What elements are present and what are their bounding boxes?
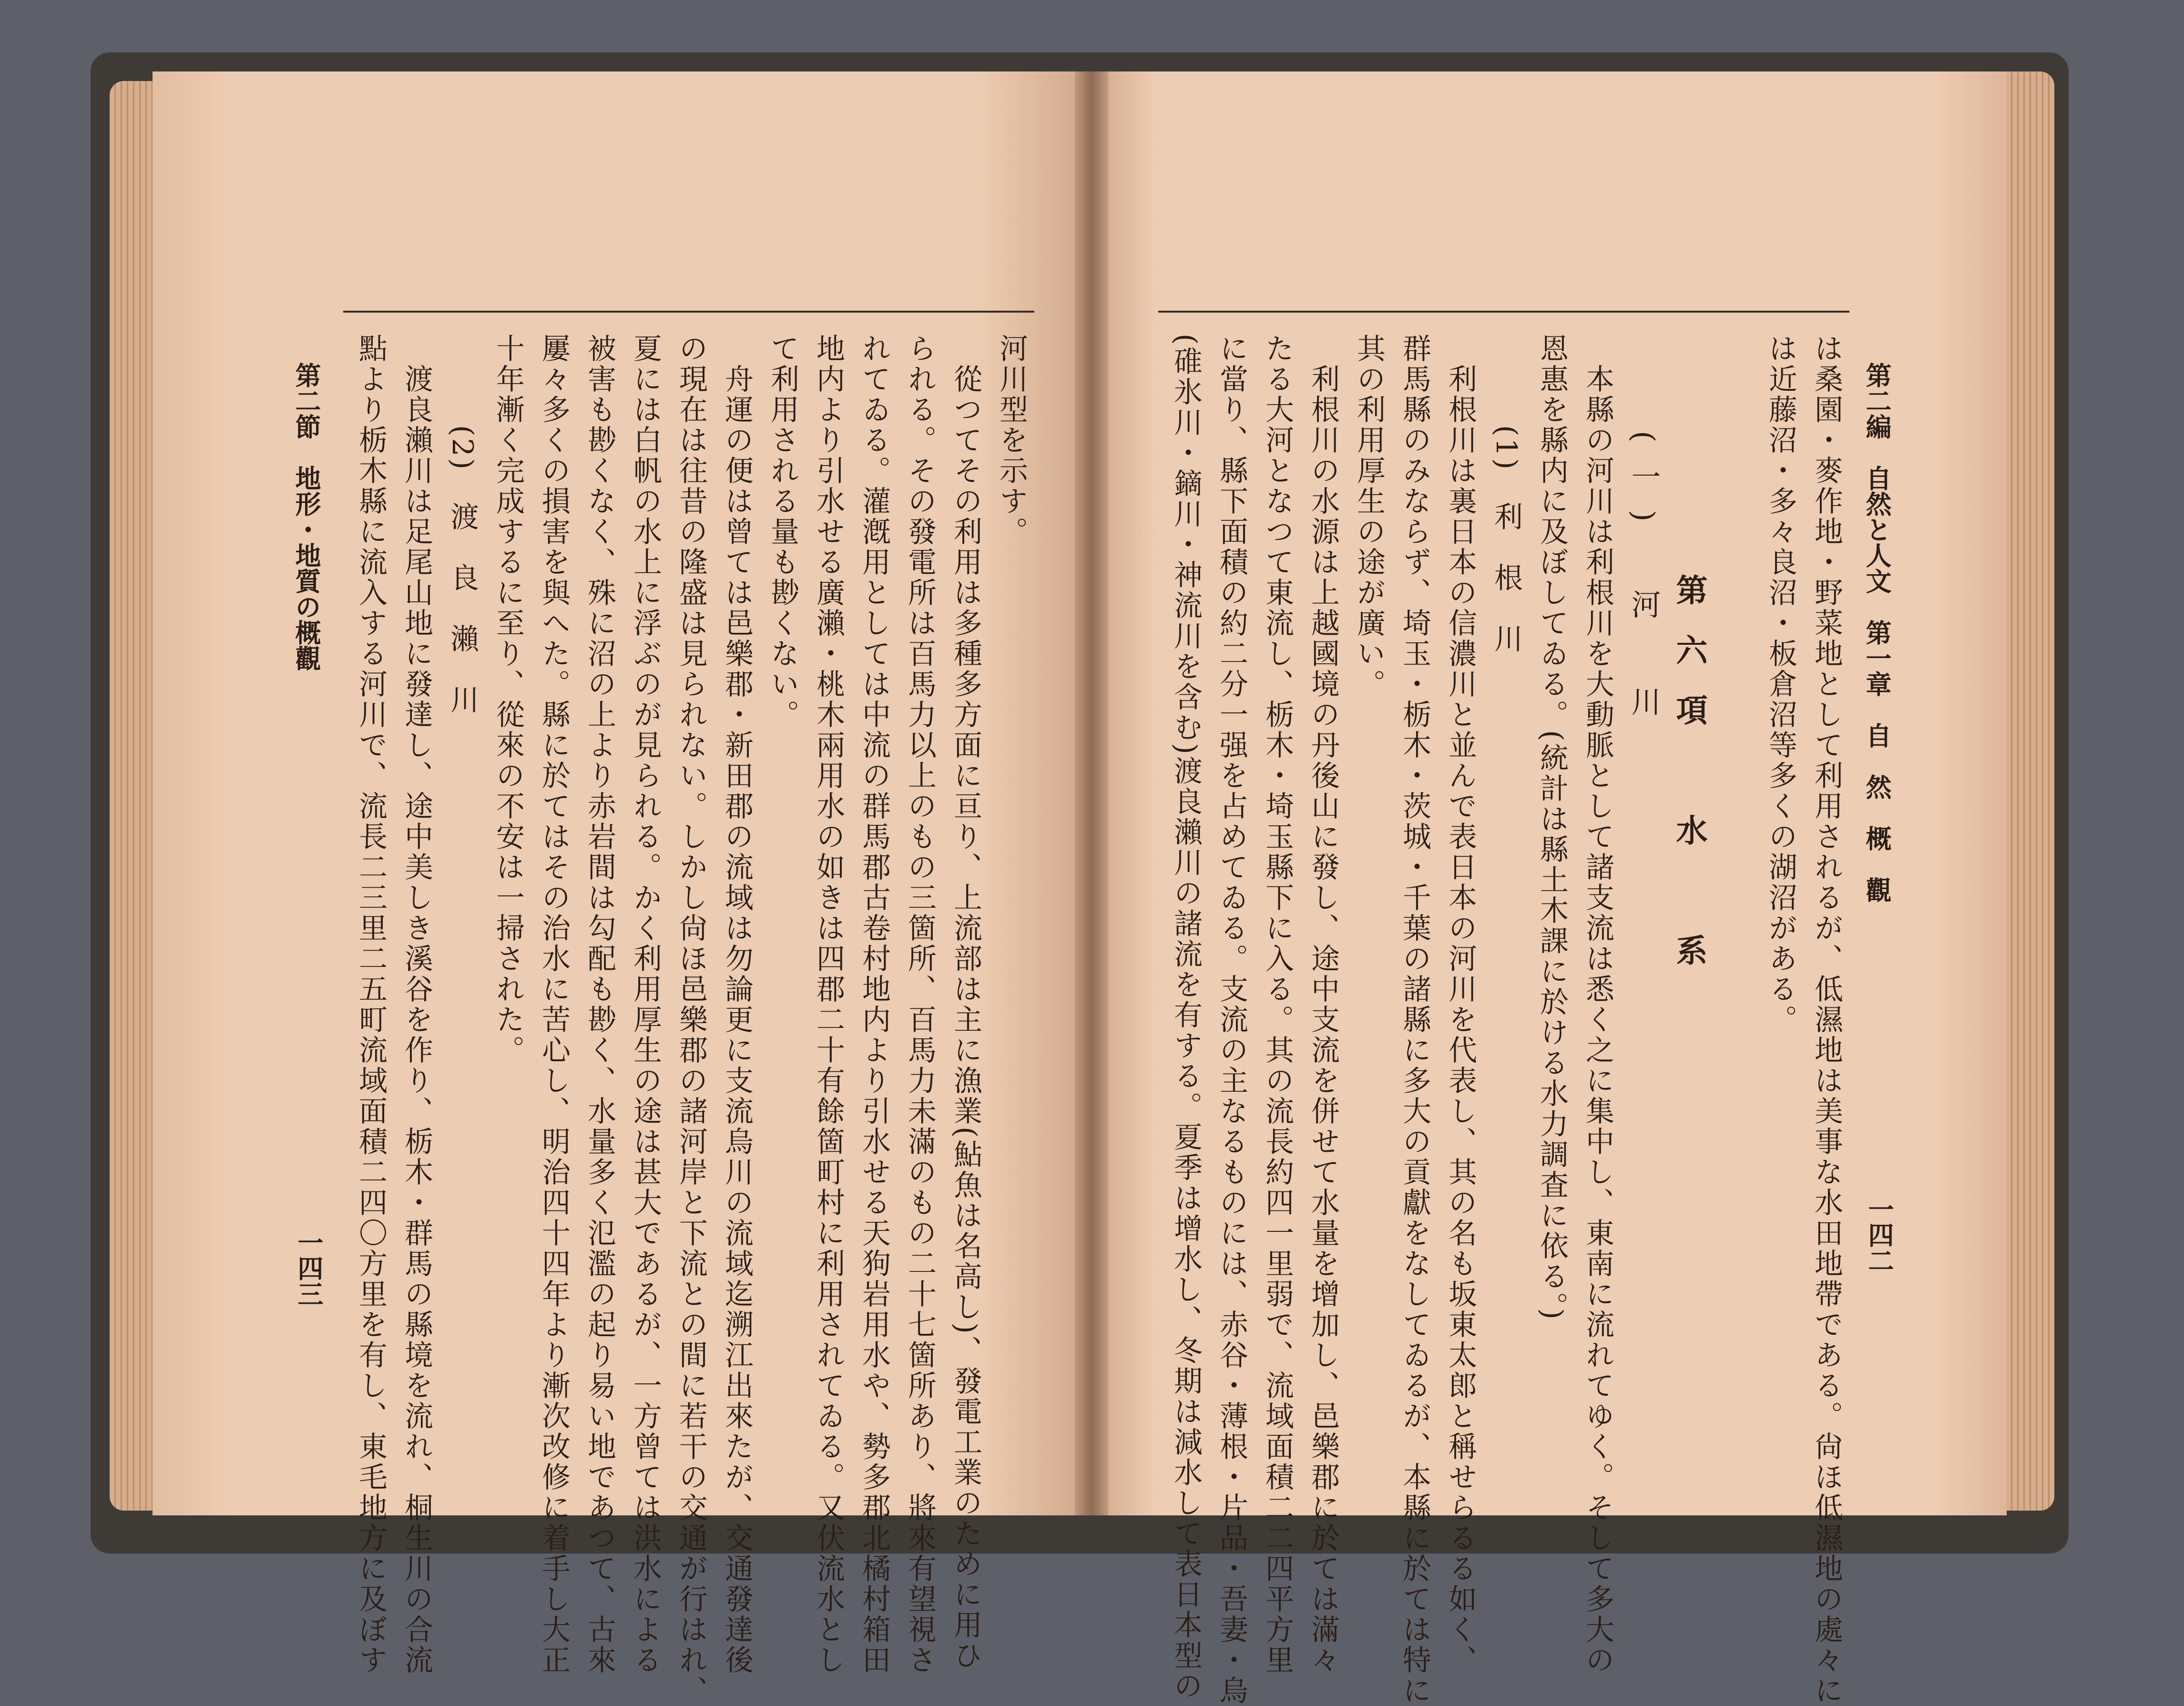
text-column: に當り、縣下面積の約二分一强を占めてゐる。支流の主なるものには、赤谷・薄根・片品・吾妻・烏 — [1215, 334, 1248, 1706]
text-column: の現在は往昔の隆盛は見られない。しかし尙ほ邑樂郡の諸河岸と下流との間に若干の交通が行はれ、 — [674, 334, 708, 1706]
text-column: れてゐる。灌漑用としては中流の群馬郡古卷村地内より引水せる天狗岩用水や、勢多郡北橘村箱田 — [857, 334, 891, 1676]
text-column: 屢々多くの損害を與へた。縣に於てはその治水に苦心し、明治四十四年より漸次改修に着手し大正 — [537, 334, 571, 1676]
book-gutter — [1075, 71, 1108, 1515]
left-running-header: 第二節 地形・地質の概觀 — [291, 362, 322, 671]
text-column: 夏には白帆の水上に浮ぶのが見られる。かく利用厚生の途は甚大であるが、一方曾ては洪水による — [629, 334, 662, 1676]
text-column: 河川型を示す。 — [995, 334, 1028, 547]
left-header-rule — [343, 311, 1034, 313]
text-column: 利根川の水源は上越國境の丹後山に發し、途中支流を併せて水量を增加し、邑樂郡に於ては滿々 — [1306, 334, 1340, 1676]
text-column: 群馬縣のみならず、埼玉・栃木・茨城・千葉の諸縣に多大の貢獻をなしてゐるが、本縣に於ては特に — [1398, 334, 1431, 1706]
blank-column — [1712, 334, 1758, 1444]
right-header-rule — [1158, 311, 1849, 313]
section-heading: 第六項 水 系 — [1671, 334, 1708, 994]
text-column: 十年漸く完成するに至り、從來の不安は一掃された。 — [491, 334, 525, 1066]
right-running-header: 第二編 自然と人文 第一章 自 然 概 觀 — [1862, 362, 1892, 903]
text-column: 舟運の便は曾ては邑樂郡・新田郡の流域は勿論更に支流烏川の流域迄溯江出來たが、交通發達後 — [720, 334, 754, 1676]
right-body-text — [1153, 334, 1849, 1706]
text-column: られる。その發電所は百馬力以上のもの三箇所、百馬力未滿のもの二十七箇所あり、將來有望視さ — [903, 334, 937, 1676]
text-column: 渡良瀨川は足尾山地に發達し、途中美しき溪谷を作り、栃木・群馬の縣境を流れ、桐生川の合流 — [400, 334, 433, 1676]
text-column: (碓氷川・鏑川・神流川を含む)渡良瀨川の諸流を有する。夏季は增水し、冬期は減水して表日本型の — [1169, 334, 1203, 1702]
text-column: 地内より引水せる廣瀨・桃木兩用水の如きは四郡二十有餘箇町村に利用されてゐる。又伏流水とし — [812, 334, 845, 1676]
text-column: 恩惠を縣内に及ぼしてゐる。(統計は縣土木課に於ける水力調査に依る。) — [1535, 334, 1569, 1321]
text-column: たる大河となつて東流し、栃木・埼玉縣下に入る。其の流長約四一里弱で、流域面積二二四平方里 — [1261, 334, 1294, 1676]
text-column: は近藤沼・多々良沼・板倉沼等多くの湖沼がある。 — [1764, 334, 1797, 1035]
text-column: 從つてその利用は多種多方面に亘り、上流部は主に漁業(鮎魚は名高し)、發電工業のために用ひ — [949, 334, 982, 1671]
text-column: て利用される量も尠くない。 — [766, 334, 799, 730]
text-column: は桑園・麥作地・野菜地として利用されるが、低濕地は美事な水田地帶である。尙ほ低濕地の處々に — [1810, 334, 1843, 1706]
left-page-number: 一四三 — [294, 1229, 324, 1307]
subsection-heading: (1) 利 根 川 — [1490, 334, 1523, 654]
text-column: 利根川は裏日本の信濃川と並んで表日本の河川を代表し、其の名も坂東太郎と稱せらるる如く、 — [1444, 334, 1477, 1676]
subsection-heading: (2) 渡 良 瀨 川 — [446, 334, 479, 715]
text-column: 其の利用厚生の途が廣い。 — [1352, 334, 1386, 700]
left-body-text — [334, 334, 1034, 1706]
right-page-number: 一四二 — [1864, 1196, 1895, 1273]
text-column: 本縣の河川は利根川を大動脈として諸支流は悉く之に集中し、東南に流れてゆく。そして多大の — [1581, 334, 1614, 1676]
subsection-heading: (一) 河 川 — [1626, 334, 1661, 735]
text-column: 點より栃木縣に流入する河川で、流長二三里二五町流域面積二四〇方里を有し、東毛地方に及ぼす — [354, 334, 388, 1676]
text-column: 被害も尠くなく、殊に沼の上より赤岩間は勾配も尠く、水量多く氾濫の起り易い地であつて、古來 — [583, 334, 616, 1676]
